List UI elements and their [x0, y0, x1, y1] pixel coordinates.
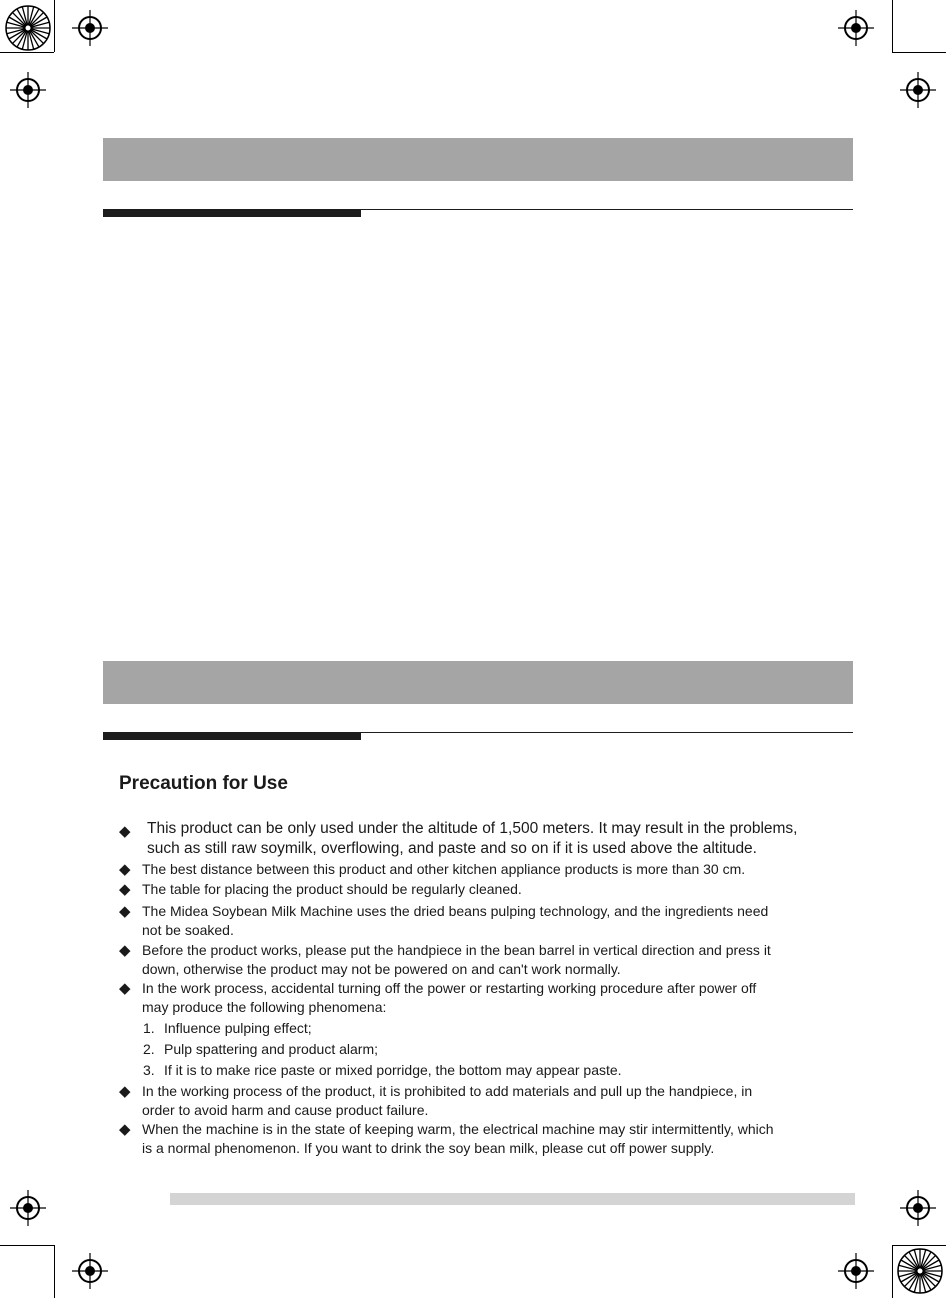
bullet-icon: ◆ [119, 980, 131, 997]
crop-line [54, 0, 55, 52]
registration-mark-icon [900, 72, 936, 108]
bullet-icon: ◆ [119, 1083, 131, 1100]
section-header-band [103, 661, 853, 704]
section-divider-thick [103, 732, 361, 740]
registration-mark-icon [838, 10, 874, 46]
registration-mark-icon [838, 1253, 874, 1289]
precaution-text: The Midea Soybean Milk Machine uses the dried beans pulping technology, and the ingredients need not be soaked. [142, 903, 769, 938]
footer-bar [170, 1193, 855, 1205]
crop-line [54, 1245, 55, 1298]
crop-line [0, 52, 54, 53]
list-item: 3. If it is to make rice paste or mixed porridge, the bottom may appear paste. [143, 1062, 622, 1078]
bullet-icon: ◆ [119, 823, 131, 840]
crop-line [892, 1245, 946, 1246]
precaution-text: The best distance between this product and other kitchen appliance products is more than 30 cm. [142, 861, 746, 877]
bullet-icon: ◆ [119, 881, 131, 898]
section-heading: Precaution for Use [119, 773, 288, 794]
registration-mark-icon [72, 10, 108, 46]
bullet-icon: ◆ [119, 1121, 131, 1138]
crop-line [892, 52, 946, 53]
sunburst-icon [896, 1247, 944, 1295]
list-item: 1. Influence pulping effect; [143, 1020, 312, 1036]
registration-mark-icon [900, 1190, 936, 1226]
sunburst-icon [4, 4, 52, 52]
precaution-text: The table for placing the product should be regularly cleaned. [142, 881, 522, 897]
registration-mark-icon [10, 72, 46, 108]
precaution-text: In the working process of the product, it is prohibited to add materials and pull up the handpiece, in order to avoid harm and cause product failure. [142, 1083, 753, 1118]
section-divider-thick [103, 209, 361, 217]
section-divider-thin [361, 209, 853, 210]
precaution-text: Before the product works, please put the handpiece in the bean barrel in vertical direction and press it down, otherwise the product may not be powered on and can't work normally. [142, 942, 771, 977]
section-divider-thin [361, 732, 853, 733]
crop-line [0, 1245, 54, 1246]
bullet-icon: ◆ [119, 903, 131, 920]
crop-line [892, 0, 893, 52]
precaution-text: This product can be only used under the altitude of 1,500 meters. It may result in the problems, such as still raw soymilk, overflowing, and paste and so on if it is used above the altitude. [147, 820, 798, 857]
precaution-text: In the work process, accidental turning off the power or restarting working procedure after power off may produce the following phenomena: [142, 980, 757, 1015]
bullet-icon: ◆ [119, 861, 131, 878]
crop-line [892, 1245, 893, 1298]
bullet-icon: ◆ [119, 942, 131, 959]
registration-mark-icon [72, 1253, 108, 1289]
registration-mark-icon [10, 1190, 46, 1226]
list-item: 2. Pulp spattering and product alarm; [143, 1041, 379, 1057]
section-header-band [103, 138, 853, 181]
precaution-text: When the machine is in the state of keeping warm, the electrical machine may stir intermittently, which is a normal phenomenon. If you want to drink the soy bean milk, please cut off power supply. [142, 1121, 774, 1156]
